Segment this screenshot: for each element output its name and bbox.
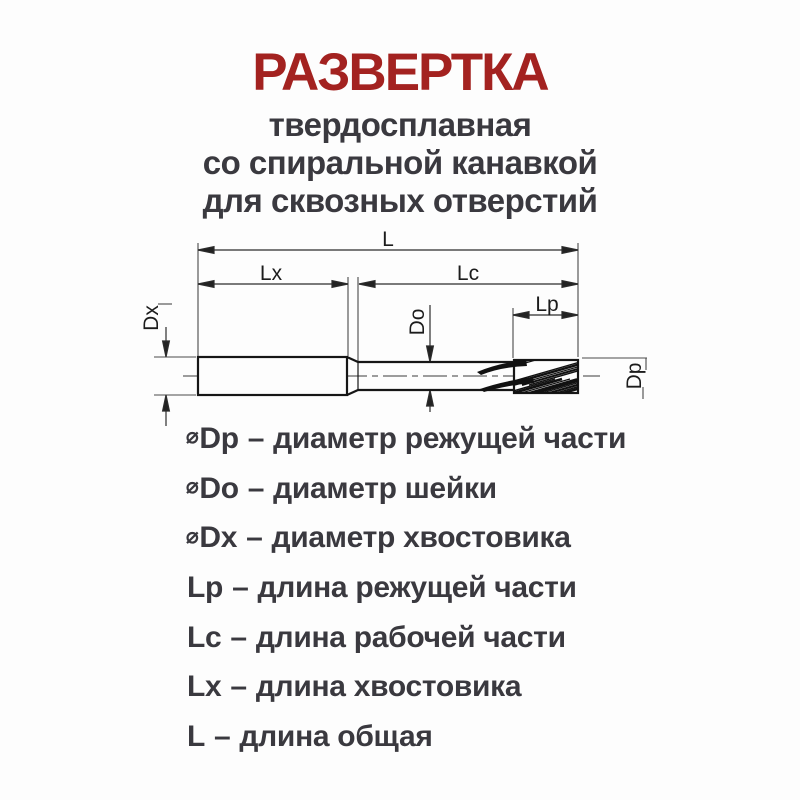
dim-label-Lp: Lp (535, 293, 559, 316)
legend-label: Dp (199, 421, 239, 455)
legend-text: длина рабочей части (255, 620, 566, 654)
legend-label: Lp (187, 570, 224, 604)
legend-label: Dx (199, 521, 238, 555)
legend-row-lx (186, 662, 746, 712)
dim-label-Lx: Lx (259, 262, 283, 285)
dim-label-L: L (382, 230, 394, 251)
legend-separator: – (247, 421, 265, 455)
dim-label-Do: Do (406, 308, 429, 336)
legend (186, 414, 746, 762)
legend-text: длина хвостовика (255, 670, 522, 704)
diameter-symbol: ⌀ (186, 524, 199, 548)
legend-row-dp (186, 414, 746, 464)
reamer-technical-drawing (130, 230, 690, 430)
legend-row-l (186, 712, 746, 762)
subtitle-line-1: твердосплавная (268, 106, 532, 143)
legend-label: L (187, 719, 206, 753)
legend-text: диаметр хвостовика (271, 521, 571, 555)
dim-label-Dp: Dp (623, 362, 646, 390)
dimension-lines (163, 247, 578, 426)
shank (198, 357, 347, 395)
dim-label-Dx: Dx (140, 305, 163, 331)
legend-separator: – (246, 521, 263, 555)
legend-label: Lc (187, 620, 222, 654)
legend-text: диаметр шейки (273, 471, 497, 505)
page-subtitle (0, 106, 800, 220)
subtitle-line-2: со спиральной канавкой (202, 144, 598, 181)
subtitle-line-3: для сквозных отверстий (202, 182, 598, 219)
legend-separator: – (230, 670, 247, 704)
legend-separator: – (247, 471, 265, 505)
legend-label: Lx (187, 670, 222, 704)
legend-row-do (186, 464, 746, 514)
diameter-symbol: ⌀ (186, 475, 199, 499)
legend-separator: – (230, 620, 247, 654)
legend-separator: – (232, 570, 249, 604)
legend-separator: – (214, 719, 231, 753)
dim-label-Lc: Lc (456, 262, 480, 285)
legend-text: длина общая (239, 719, 433, 753)
legend-row-lc (186, 613, 746, 663)
legend-row-dx (186, 513, 746, 563)
legend-text: диаметр режущей части (273, 421, 627, 455)
legend-label: Do (199, 471, 239, 505)
legend-row-lp (186, 563, 746, 613)
legend-text: длина режущей части (257, 570, 577, 604)
diameter-symbol: ⌀ (186, 425, 199, 449)
page-title: РАЗВЕРТКА (252, 43, 548, 102)
